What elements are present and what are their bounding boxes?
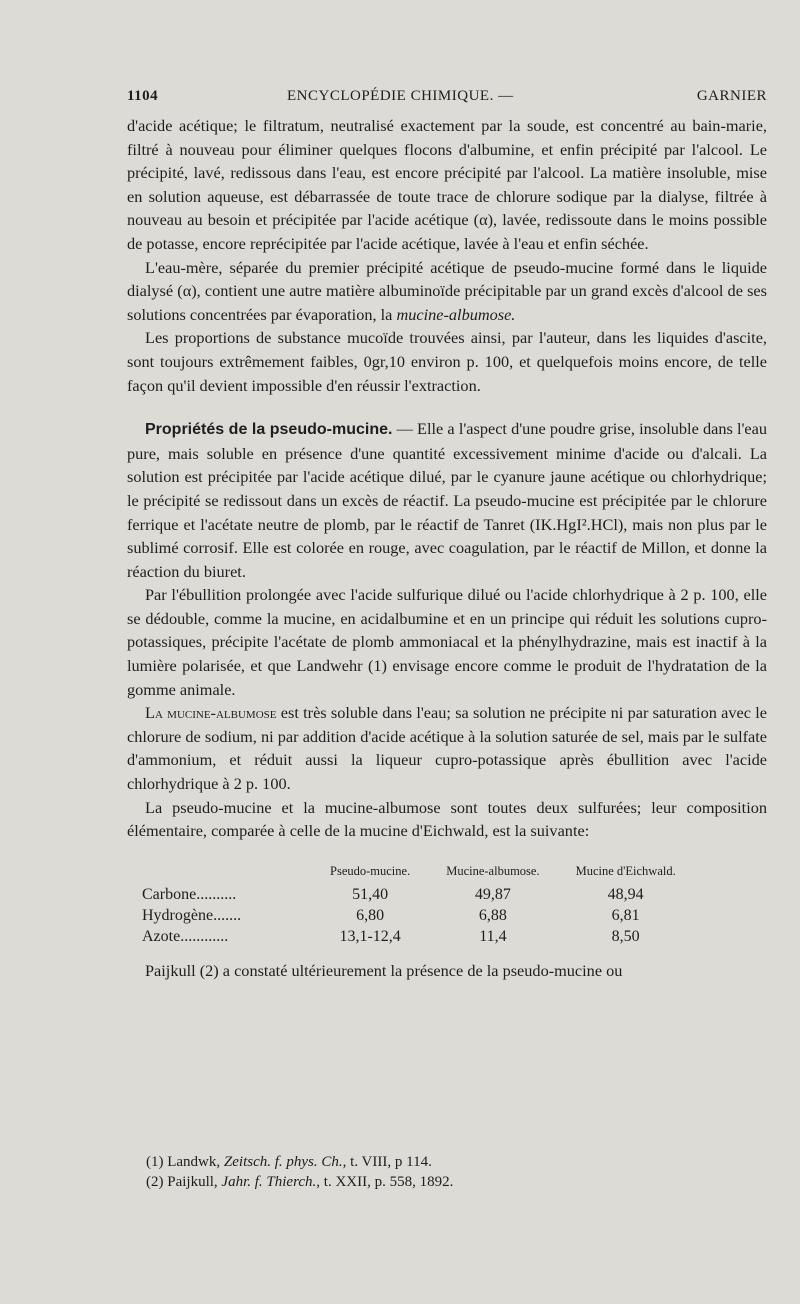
table-row: [142, 926, 694, 947]
paragraph-proportions: Les proportions de substance mucoïde trouvées ainsi, par l'auteur, dans les liquides d'ascite, sont toujours extrêmement faibles, 0gr,10 environ p. 100, et quelquefois moins encore, de telle façon qu'il devient impossible d'en réussir l'extraction.: [127, 328, 767, 395]
table-cell: 13,1-12,4: [339, 927, 401, 945]
paragraph-eau-mere: [127, 256, 767, 327]
table-cell: 48,94: [607, 885, 644, 903]
mucine-albumose-text: est très soluble dans l'eau; sa solution ne précipite ni par saturation avec le chlorure de sodium, ni par addition d'acide acétique à la solution saturée de sel, mais par le sulfate d'ammonium, et réduit aussi la liqueur cupro-potassique après ébullition avec l'acide chlorhydrique à 2 p. 100.: [127, 703, 767, 794]
proprietes-text: — Elle a l'aspect d'une poudre grise, insoluble dans l'eau pure, mais soluble en présence d'une quantité excessivement minime d'acide ou d'alcali. La solution est précipitée par l'acide acétique dilué, par le cyanure jaune acétique ou chlorhydrique; le précipité se redissout dans un excès de réactif. La pseudo-mucine est précipitée par le chlorure ferrique et l'acétate neutre de plomb, par le réactif de Tanret (IK.HgI².HCl), mais non plus par le sublimé corrosif. Elle est colorée en rouge, avec coagulation, par le réactif de Millon, et donne la réaction du biuret.: [127, 419, 768, 581]
paragraph-composition: La pseudo-mucine et la mucine-albumose sont toutes deux sulfurées; leur composition élémentaire, comparée à celle de la mucine d'Eichwald, est la suivante:: [127, 797, 767, 841]
paragraph-paijkull: Paijkull (2) a constaté ultérieurement la présence de la pseudo-mucine ou: [145, 960, 623, 980]
column-header: Mucine d'Eichwald.: [575, 863, 676, 878]
table-row: [142, 884, 694, 905]
row-label: Azote............: [142, 927, 229, 945]
table-cell: 51,40: [352, 885, 389, 903]
footnote-1-journal: Zeitsch. f. phys. Ch.,: [220, 1154, 347, 1170]
table-cell: 6,81: [611, 906, 640, 924]
table-cell: 49,87: [474, 885, 511, 903]
running-header: [127, 88, 767, 112]
running-title: ENCYCLOPÉDIE CHIMIQUE. —: [287, 88, 514, 104]
table-cell: 11,4: [479, 927, 507, 945]
footnote-2: [146, 1172, 746, 1192]
column-header: Mucine-albumose.: [446, 863, 540, 878]
paragraph-ebullition: Par l'ébullition prolongée avec l'acide sulfurique dilué ou l'acide chlorhydrique à 2 p. 100, elle se dédouble, comme la mucine, en acidalbumine et en un principe qui réduit les solutions cupro-potassiques, précipite l'acétate de plomb ammoniacal et la phénylhydrazine, mais est inactif à la lumière polarisée, et que Landwehr (1) envisage encore comme le produit de l'hydratation de la gomme animale.: [127, 585, 767, 699]
footnote-2-journal: Jahr. f. Thierch.,: [217, 1174, 321, 1190]
page-number: 1104: [127, 88, 159, 104]
body-text: [127, 114, 767, 982]
table-header-row: [142, 861, 694, 884]
table-corner: [142, 861, 312, 884]
column-header: Pseudo-mucine.: [330, 863, 411, 878]
footnote-1-ref: (1) Landwk,: [146, 1154, 221, 1170]
footnotes: [146, 1152, 746, 1192]
paragraph-mucine-albumose: [127, 701, 767, 795]
section-heading-proprietes: Propriétés de la pseudo-mucine.: [145, 421, 393, 439]
footnote-1-volume: t. VIII, p 114.: [346, 1154, 432, 1170]
table-row: [142, 905, 694, 926]
mucine-albumose-label: La mucine-albumose: [145, 703, 277, 723]
paragraph-preparation: d'acide acétique; le filtratum, neutralisé exactement par la soude, est concentré au bain-marie, filtré à nouveau pour éliminer quelques flocons d'albumine, et enfin précipité par l'alcool. Le précipité, lavé, redissous dans l'eau, est encore précipité par l'alcool. La matière insoluble, mise en solution aqueuse, est débarrassée de toute trace de chlorure sodique par la dialyse, filtrée à nouveau au besoin et précipitée par l'acide acétique (α), lavée, redissoute dans le moins possible de potasse, encore reprécipitée par l'acide acétique, lavée à l'eau et enfin séchée.: [127, 116, 767, 253]
footnote-2-ref: (2) Paijkull,: [146, 1174, 218, 1190]
paragraph-proprietes: [127, 417, 767, 583]
row-label: Carbone..........: [142, 885, 237, 903]
running-author: GARNIER: [696, 88, 767, 104]
mucine-albumose-term: mucine-albumose.: [396, 304, 516, 324]
table-cell: 6,88: [478, 906, 507, 924]
table-cell: 8,50: [611, 927, 640, 945]
footnote-1: [146, 1152, 746, 1172]
eau-mere-text: L'eau-mère, séparée du premier précipité acétique de pseudo-mucine formé dans le liquide dialysé (α), contient une autre matière albuminoïde précipitable par un grand excès d'alcool de ses solutions concentrées par évaporation, la: [127, 257, 767, 324]
footnote-2-volume: t. XXII, p. 558, 1892.: [320, 1174, 454, 1190]
composition-table: [142, 861, 694, 947]
row-label: Hydrogène.......: [142, 906, 242, 924]
table-cell: 6,80: [356, 906, 385, 924]
